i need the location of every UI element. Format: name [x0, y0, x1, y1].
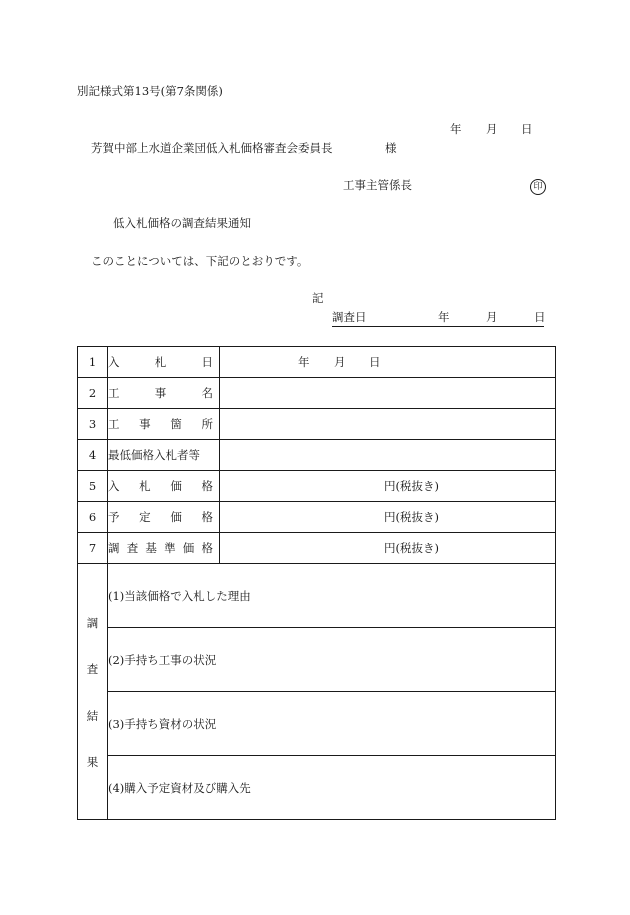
table-row	[78, 347, 556, 378]
value-month: 月	[334, 355, 346, 369]
label-char: 価	[170, 479, 182, 493]
yen-tax-excluded: 円(税抜き)	[384, 479, 439, 493]
value-year: 年	[298, 355, 310, 369]
row-number: 1	[78, 347, 108, 378]
label-char: 入	[108, 355, 120, 369]
row-label: 最低価格入札者等	[108, 440, 220, 471]
survey-table	[77, 346, 556, 820]
results-row	[78, 756, 556, 820]
label-char: 入	[108, 479, 120, 493]
label-char: 予	[108, 510, 120, 524]
form-reference: 別記様式第13号(第7条関係)	[77, 84, 223, 98]
label-char: 格	[201, 510, 213, 524]
row-number: 4	[78, 440, 108, 471]
table-row	[78, 409, 556, 440]
label-char: 名	[201, 386, 213, 400]
date-month: 月	[486, 122, 498, 136]
planned-price-value	[220, 502, 556, 533]
survey-date-year: 年	[438, 310, 450, 324]
survey-date-month: 月	[486, 310, 498, 324]
row-label	[108, 502, 220, 533]
row-value	[220, 378, 556, 409]
table-row	[78, 502, 556, 533]
results-row	[78, 628, 556, 692]
yen-tax-excluded: 円(税抜き)	[384, 541, 439, 555]
row-value	[220, 440, 556, 471]
survey-standard-price-value	[220, 533, 556, 564]
row-number: 2	[78, 378, 108, 409]
label-char: 工	[108, 417, 120, 431]
row-label	[108, 378, 220, 409]
label-char: 果	[86, 755, 99, 770]
label-char: 価	[182, 541, 195, 555]
table-row	[78, 378, 556, 409]
label-char: 事	[154, 386, 167, 400]
label-char: 札	[154, 355, 167, 369]
label-char: 価	[170, 510, 182, 524]
row-number: 6	[78, 502, 108, 533]
results-row	[78, 564, 556, 628]
label-char: 箇	[170, 417, 182, 431]
row-number: 7	[78, 533, 108, 564]
recipient: 芳賀中部上水道企業団低入札価格審査会委員長	[91, 141, 333, 155]
survey-date-label: 調査日	[332, 310, 367, 324]
result-item: (3)手持ち資材の状況	[108, 692, 556, 756]
results-row	[78, 692, 556, 756]
row-number: 3	[78, 409, 108, 440]
row-label	[108, 347, 220, 378]
label-char: 格	[201, 479, 213, 493]
result-item: (4)購入予定資材及び購入先	[108, 756, 556, 820]
body-text: このことについては、下記のとおりです。	[91, 254, 309, 268]
label-char: 格	[201, 541, 213, 555]
value-day: 日	[369, 355, 381, 369]
results-label	[78, 564, 108, 820]
label-char: 調	[86, 615, 99, 630]
row-label	[108, 471, 220, 502]
subject: 低入札価格の調査結果通知	[113, 216, 251, 230]
sender: 工事主管係長	[343, 178, 412, 192]
label-char: 基	[145, 541, 157, 555]
label-char: 所	[201, 417, 213, 431]
ki-heading: 記	[312, 291, 324, 305]
row-number: 5	[78, 471, 108, 502]
date-day: 日	[521, 122, 533, 136]
label-char: 準	[164, 541, 176, 555]
row-label	[108, 409, 220, 440]
yen-tax-excluded: 円(税抜き)	[384, 510, 439, 524]
label-char: 結	[86, 708, 99, 723]
label-char: 工	[108, 386, 120, 400]
label-char: 査	[126, 541, 139, 555]
label-char: 査	[86, 662, 99, 677]
honorific: 様	[385, 141, 397, 155]
result-item: (2)手持ち工事の状況	[108, 628, 556, 692]
label-char: 定	[139, 510, 151, 524]
label-char: 日	[201, 355, 213, 369]
table-row	[78, 533, 556, 564]
survey-date-line	[332, 312, 544, 327]
bid-date-value	[220, 347, 556, 378]
table-row	[78, 440, 556, 471]
label-char: 調	[108, 541, 120, 555]
bid-price-value	[220, 471, 556, 502]
date-year: 年	[450, 122, 462, 136]
label-char: 札	[139, 479, 151, 493]
survey-date-day: 日	[534, 310, 546, 324]
label-char: 事	[139, 417, 151, 431]
row-value	[220, 409, 556, 440]
seal-mark: 印	[530, 179, 546, 195]
row-label	[108, 533, 220, 564]
table-row	[78, 471, 556, 502]
result-item: (1)当該価格で入札した理由	[108, 564, 556, 628]
